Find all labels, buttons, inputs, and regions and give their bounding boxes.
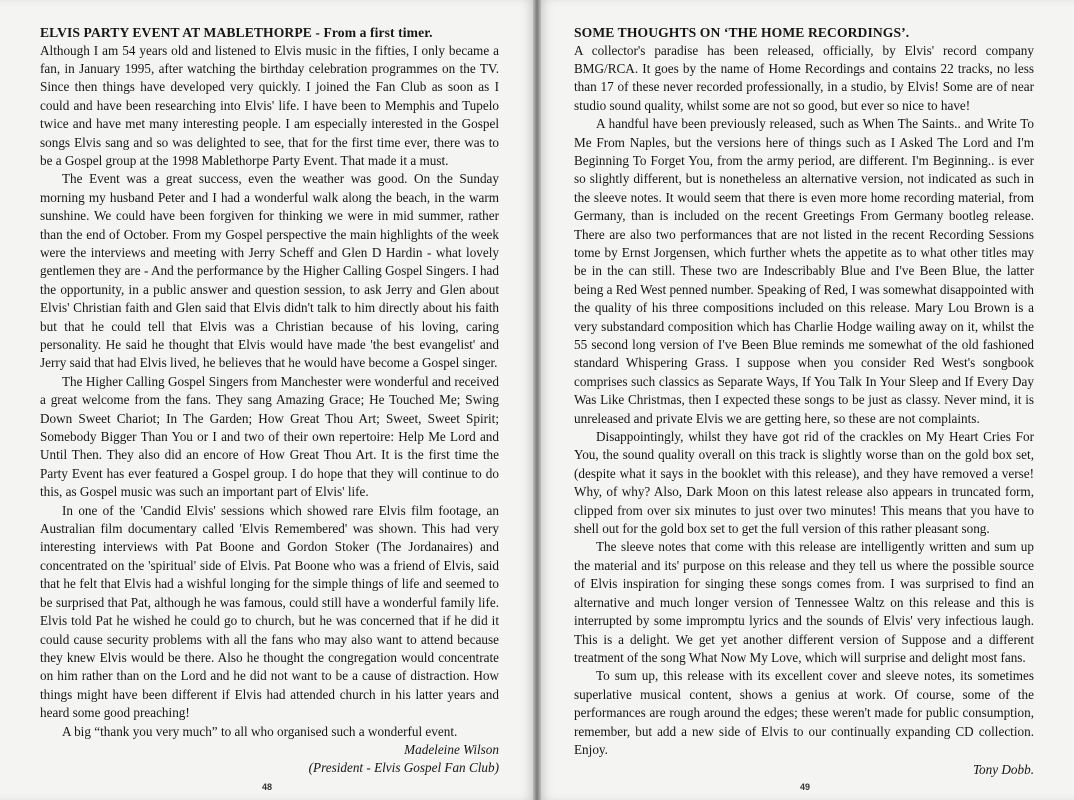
paragraph: The Event was a great success, even the weather was good. On the Sunday morning my husband Peter and I had a wonderful walk along the beach, in the warm sunshine. We could have been forgiven for thinking we were in mid summer, rather than the end of October. From my Gospel perspective the main highlights of the week were the interviews and meeting with Jerry Scheff and Glen D Hardin - what lovely gentlemen they are - And the performance by the Higher Calling Gospel Singers. I had the opportunity, in a public answer and question session, to ask Jerry and Glen about Elvis' Christian faith and Glen said that Elvis didn't talk to him directly about his faith but that he could tell that Elvis was a Christian because of his loving, caring personality. He said he thought that Elvis would have made 'the best evangelist' and Jerry said that had Elvis lived, he believes that he would have become a Gospel singer. [40,171,499,371]
paragraph: The Higher Calling Gospel Singers from Manchester were wonderful and received a great welcome from the fans. They sang Amazing Grace; He Touched Me; Swing Down Sweet Chariot; In The Garden; How Great Thou Art; Sweet, Sweet Spirit; Somebody Bigger Than You or I and two of their own repertoire: Help Me Lord and Until Then. They also did an encore of How Great Thou Art. It is the first time the Party Event has ever featured a Gospel group. I do hope that they will continue to do this, as Gospel music was such an important part of Elvis' life. [40,373,499,500]
book-gutter [533,0,541,800]
page-number: 49 [800,782,811,792]
author-title: (President - Elvis Gospel Fan Club) [308,760,499,776]
paragraph: The sleeve notes that come with this release are intelligently written and sum up the material and its' purpose on this release and they tell us where the possible source of Elvis inspiration for singing these songs comes from. I was surprised to find an alternative and much longer version of Tennessee Waltz on this release and this is interrupted by some impromptu lyrics and the sounds of Elvis' very infectious laugh. This is a delight. We get yet another different version of Suppose and a different treatment of the song What Now My Love, which will surprise and delight most fans. [574,539,1034,665]
article-title: ELVIS PARTY EVENT AT MABLETHORPE - From a first timer. [40,25,433,40]
article-title: SOME THOUGHTS ON ‘THE HOME RECORDINGS’. [574,25,910,40]
paragraph: A handful have been previously released, such as When The Saints.. and Write To Me From Naples, but the versions here of things such as I Asked The Lord and I'm Beginning To Forget You, from the army period, are different. I'm Beginning.. is ever so slightly different, but is nonetheless an alternative version, not indicated as such in the sleeve notes. It would seem that there is even more home recording material, from Germany, than is included on the recent Greetings From Germany bootleg release. There are also two performances that are not listed in the recent Recording Sessions tome by Ernst Jorgensen, which further whets the appetite as to what other titles may be in the can still. These two are Indescribably Blue and I've Been Blue, the latter being a Red West penned number. Speaking of Red, I was somewhat disappointed with the quality of his three compositions included on this release. Mary Lou Brown is a very substandard composition which has Charlie Hodge wailing away on it, whilst the 55 second long version of I've Been Blue reminds me somewhat of the old fashioned standard Whispering Grass. I suppose when you consider Red West's songbook comprises such classics as Separate Ways, If You Talk In Your Sleep and If Every Day Was Like Christmas, then I expected these songs to be just as classy. Never mind, it is unreleased and private Elvis we are getting here, so these are not complaints. [574,116,1034,426]
paragraph: Disappointingly, whilst they have got rid of the crackles on My Heart Cries For You, the sound quality overall on this track is slightly worse than on the gold box set, (despite what it says in the booklet with this release), and they have removed a verse! Why, of why? Also, Dark Moon on this latest release also appears in truncated form, clipped from over six minutes to just over two minutes! This means that you have to shell out for the gold box set to get the full version of this rather pleasant song. [574,429,1034,537]
paragraph: Although I am 54 years old and listened to Elvis music in the fifties, I only became a fan, in January 1995, after watching the birthday celebration programmes on the TV. Since then things have developed very quickly. I joined the Fan Club as soon as I could and have been researching into Elvis' life. I have been to Memphis and Tupelo twice and have met many interesting people. I am especially interested in the Gospel songs Elvis sang and so was delighted to see, that for the first time ever, there was to be a Gospel group at the 1998 Mablethorpe Party Event. That made it a must. [40,42,499,168]
page-number: 48 [262,782,273,792]
paragraph: In one of the 'Candid Elvis' sessions which showed rare Elvis film footage, an Australian film documentary called 'Elvis Remembered' was shown. This had very interesting interviews with Pat Boone and Gordon Stoker (The Jordanaires) and concentrated on the 'spiritual' side of Elvis. Pat Boone who was a friend of Elvis, said that he felt that Elvis had a wishful longing for the simple things of life and seemed to be surprised that Pat, although he was famous, could still have a wonderful family life. Elvis told Pat he wished he could go to church, but he was concerned that if he did it could cause security problems with all the fans who may also want to attend because they knew Elvis would be there. Also he thought the congregation would concentrate on him rather than on the Lord and he did not want to be a cause of distraction. How things might have been different if Elvis had attended church in his latter years and heard some good preaching! [40,502,499,721]
paragraph: A collector's paradise has been released, officially, by Elvis' record company BMG/RCA. It goes by the name of Home Recordings and contains 22 tracks, no less than 17 of these never recorded professionally, in a studio, by Elvis! Some are of near studio sound quality, whilst some are not so good, but ever so nice to have! [574,42,1034,113]
paragraph: To sum up, this release with its excellent cover and sleeve notes, its sometimes superlative musical content, shows a genius at work. Of course, some of the performances are rough around the edges; these weren't made for public consumption, remember, but add a new side of Elvis to our continually expanding CD collection. Enjoy. [574,668,1034,757]
author-name: Madeleine Wilson [404,741,499,757]
paragraph: A big “thank you very much” to all who organised such a wonderful event. [62,723,458,739]
right-page [537,0,1074,800]
author-name: Tony Dobb. [972,762,1034,778]
